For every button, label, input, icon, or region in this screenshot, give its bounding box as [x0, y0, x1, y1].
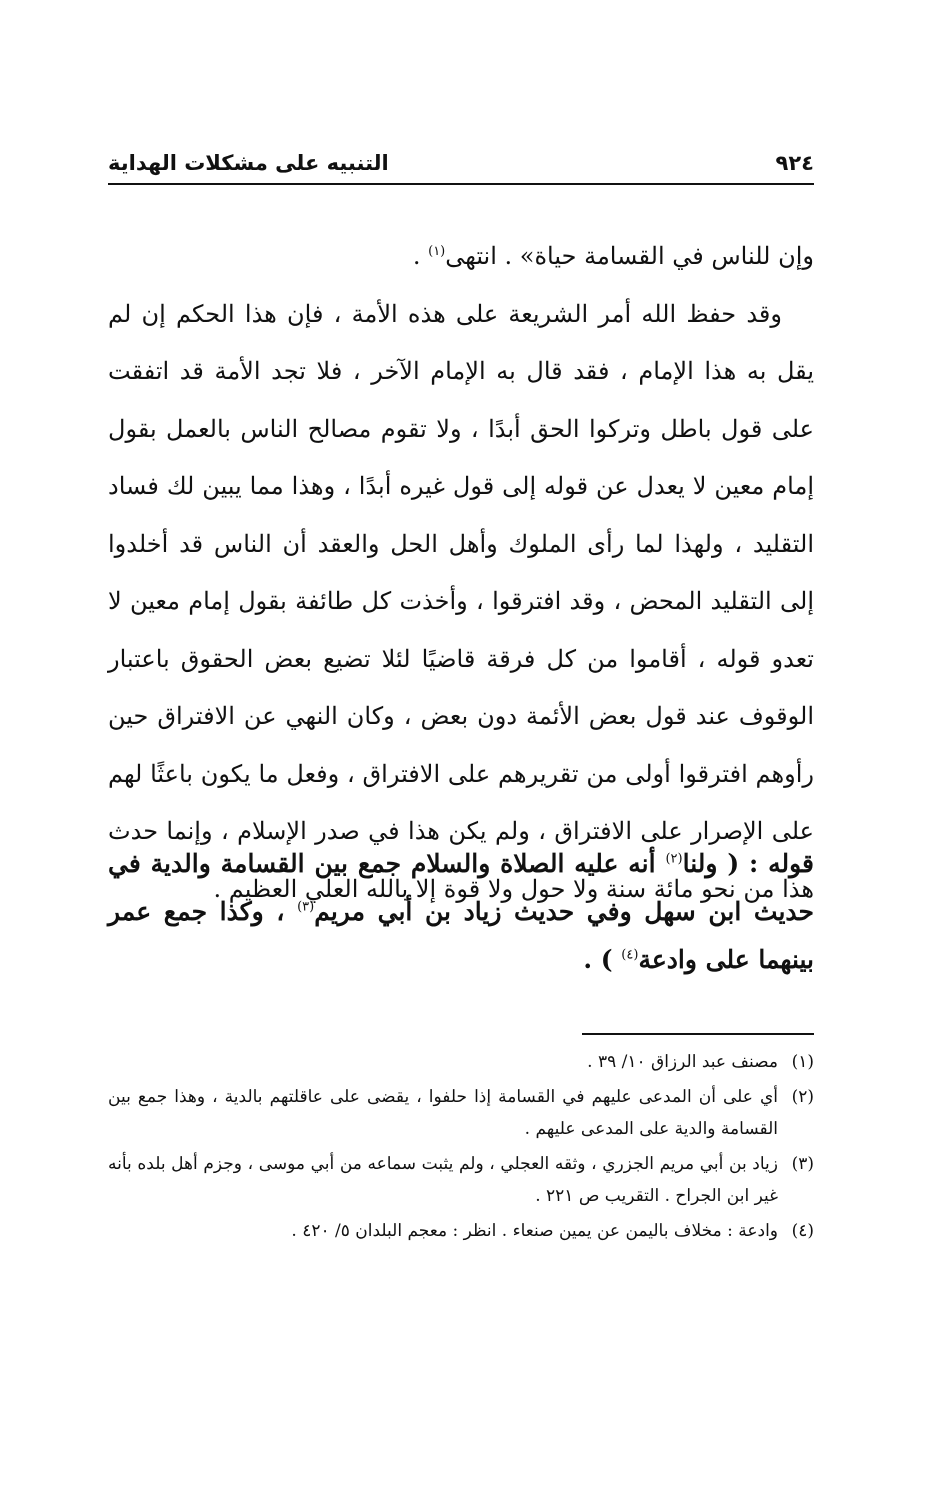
quote-lead: قوله : ( ولنا	[682, 849, 814, 878]
paragraph-1-tail: .	[412, 242, 429, 270]
quoted-statement	[108, 840, 814, 984]
quote-part-3: ، وكذا جمع عمر بينهما على وادعة	[108, 897, 814, 974]
header-divider	[108, 183, 814, 185]
footnote-2-number: (٢)	[791, 1087, 814, 1107]
paragraph-1-text: وإن للناس في القسامة حياة» . انتهى	[445, 242, 814, 270]
footnote-1-text: مصنف عبد الرزاق ١٠/ ٣٩ .	[587, 1052, 778, 1072]
footnote-2-text: أي على أن المدعى عليهم في القسامة إذا حلفوا ، يقضى على عاقلتهم بالدية ، وهذا جمع بين القسامة والدية على المدعى عليهم .	[108, 1087, 778, 1139]
quote-part-2: أنه عليه الصلاة والسلام جمع بين القسامة والدية في حديث ابن سهل وفي حديث زياد بن أبي مريم	[108, 849, 814, 926]
footnotes	[108, 1046, 814, 1250]
footnote-1-number: (١)	[791, 1052, 814, 1072]
footnote-4-text: وادعة : مخلاف باليمن عن يمين صنعاء . انظر : معجم البلدان ٥/ ٤٢٠ .	[291, 1221, 778, 1241]
paragraph-2: وقد حفظ الله أمر الشريعة على هذه الأمة ، فإن هذا الحكم إن لم يقل به هذا الإمام ، فقد قال به الإمام الآخر ، فلا تجد الأمة قد اتفقت على قول باطل وتركوا الحق أبدًا ، ولا تقوم مصالح الناس بالعمل بقول إمام معين لا يعدل عن قوله إلى قول غيره أبدًا ، وهذا مما يبين لك فساد التقليد ، ولهذا لما رأى الملوك وأهل الحل والعقد أن الناس قد أخلدوا إلى التقليد المحض ، وقد افترقوا ، وأخذت كل طائفة بقول إمام معين لا تعدو قوله ، أقاموا من كل فرقة قاضيًا لئلا تضيع بعض الحقوق باعتبار الوقوف عند قول بعض الأئمة دون بعض ، وكان النهي عن الافتراق حين رأوهم افترقوا أولى من تقريرهم على الافتراق ، وفعل ما يكون باعثًا لهم على الإصرار على الافتراق ، ولم يكن هذا في صدر الإسلام ، وإنما حدث هذا من نحو مائة سنة ولا حول ولا قوة إلا بالله العلي العظيم .	[108, 299, 814, 903]
page-number: ٩٢٤	[775, 151, 814, 175]
footnote-4	[108, 1215, 814, 1247]
footnote-divider	[582, 1033, 814, 1035]
quote-tail: ) .	[583, 945, 622, 974]
footnote-3	[108, 1148, 814, 1212]
running-title: التنبيه على مشكلات الهداية	[108, 151, 389, 175]
footnote-4-number: (٤)	[791, 1221, 814, 1241]
footnote-3-number: (٣)	[791, 1154, 814, 1174]
footnote-ref-3: (٣)	[297, 899, 315, 915]
footnote-2	[108, 1081, 814, 1145]
running-header	[108, 138, 814, 178]
footnote-ref-2: (٢)	[665, 851, 683, 867]
main-text	[108, 228, 814, 918]
footnote-1	[108, 1046, 814, 1078]
footnote-ref-4: (٤)	[621, 947, 639, 963]
footnote-ref-1: (١)	[428, 244, 446, 259]
footnote-3-text: زياد بن أبي مريم الجزري ، وثقه العجلي ، ولم يثبت سماعه من أبي موسى ، وجزم أهل بلده بأنه غير ابن الجراح . التقريب ص ٢٢١ .	[108, 1154, 778, 1206]
paragraph-1	[108, 228, 814, 286]
